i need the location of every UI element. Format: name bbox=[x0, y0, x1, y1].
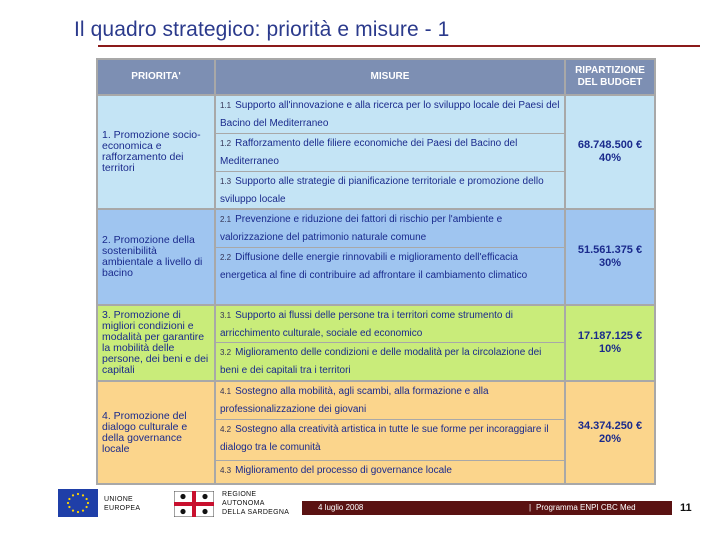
budget-4-percent: 20% bbox=[598, 432, 622, 445]
measure-1-3 bbox=[216, 172, 564, 208]
measure-text: Miglioramento delle condizioni e delle modalità per la circolazione dei beni e dei capitali tra i territori bbox=[220, 347, 542, 376]
region-label-line-1: REGIONE bbox=[222, 491, 257, 498]
measure-number: 1.2 bbox=[220, 139, 232, 148]
measure-3-1 bbox=[216, 306, 564, 342]
measure-text: Rafforzamento delle filiere economiche dei Paesi del Bacino del Mediterraneo bbox=[220, 138, 518, 167]
header-misure: MISURE bbox=[216, 60, 564, 94]
measure-number: 3.1 bbox=[220, 311, 232, 320]
header-budget: RIPARTIZIONE DEL BUDGET bbox=[566, 60, 654, 94]
measure-4-1 bbox=[216, 382, 564, 419]
footer-date: 4 luglio 2008 bbox=[318, 503, 364, 512]
measure-2-2 bbox=[216, 248, 564, 304]
measure-text: Sostegno alla mobilità, agli scambi, alla formazione e alla professionalizzazione dei giovani bbox=[220, 386, 489, 415]
eu-flag-icon bbox=[58, 489, 98, 517]
measure-2-1 bbox=[216, 210, 564, 247]
budget-3-amount: 17.187.125 € bbox=[577, 330, 643, 342]
measure-text: Miglioramento del processo di governance locale bbox=[235, 465, 452, 476]
measure-number: 4.3 bbox=[220, 466, 232, 475]
budget-1-amount: 68.748.500 € bbox=[577, 139, 643, 151]
measure-number: 1.1 bbox=[220, 101, 232, 110]
footer-separator-icon: | bbox=[529, 503, 532, 512]
eu-label-line-1: UNIONE bbox=[104, 496, 134, 503]
measure-text: Diffusione delle energie rinnovabili e miglioramento dell'efficacia energetica al fine di contribuire ad affrontare il cambiamento climatico bbox=[220, 252, 528, 281]
budget-1-percent: 40% bbox=[598, 152, 622, 164]
budget-2-percent: 30% bbox=[598, 257, 622, 269]
priority-2-label: 2. Promozione della sostenibilità ambientale a livello di bacino bbox=[102, 234, 203, 279]
measure-1-1 bbox=[216, 96, 564, 133]
budget-1-cell bbox=[566, 96, 654, 208]
measure-4-3 bbox=[216, 461, 564, 483]
measure-number: 4.1 bbox=[220, 387, 232, 396]
page-title: Il quadro strategico: priorità e misure - 1 bbox=[74, 18, 450, 41]
budget-2-amount: 51.561.375 € bbox=[577, 244, 643, 256]
measure-text: Supporto ai flussi delle persone tra i territori come strumento di arricchimento culturale, sociale ed economico bbox=[220, 310, 514, 339]
budget-4-amount: 34.374.250 € bbox=[577, 419, 643, 432]
budget-3-percent: 10% bbox=[598, 343, 622, 355]
priority-3-label: 3. Promozione di migliori condizioni e modalità per garantire la mobilità delle persone, dei beni e dei capitali bbox=[102, 309, 209, 376]
priority-4-cell bbox=[98, 382, 214, 483]
region-label-line-2: AUTONOMA bbox=[222, 500, 265, 507]
footer-programme: Programma ENPI CBC Med bbox=[536, 503, 636, 512]
page-number: 11 bbox=[680, 502, 692, 514]
region-label-line-3: DELLA SARDEGNA bbox=[222, 509, 290, 516]
priority-1-label: 1. Promozione socio-economica e rafforzamento dei territori bbox=[102, 129, 201, 174]
budget-2-cell bbox=[566, 210, 654, 304]
priority-2-cell bbox=[98, 210, 214, 304]
measure-3-2 bbox=[216, 343, 564, 380]
budget-3-cell bbox=[566, 306, 654, 380]
measure-number: 3.2 bbox=[220, 348, 232, 357]
measure-text: Sostegno alla creatività artistica in tutte le sue forme per incoraggiare il dialogo tra le comunità bbox=[220, 424, 549, 453]
measure-number: 2.1 bbox=[220, 215, 232, 224]
priority-1-cell bbox=[98, 96, 214, 208]
measure-4-2 bbox=[216, 420, 564, 460]
eu-label-line-2: EUROPEA bbox=[104, 505, 141, 512]
measure-text: Prevenzione e riduzione dei fattori di rischio per l'ambiente e valorizzazione del patrimonio naturale comune bbox=[220, 214, 503, 243]
priority-3-cell bbox=[98, 306, 214, 380]
measure-text: Supporto all'innovazione e alla ricerca per lo sviluppo locale dei Paesi del Bacino del Mediterraneo bbox=[220, 100, 560, 129]
measure-text: Supporto alle strategie di pianificazione territoriale e promozione dello sviluppo locale bbox=[220, 176, 544, 205]
priority-4-label: 4. Promozione del dialogo culturale e della governance locale bbox=[102, 409, 188, 455]
budget-4-cell bbox=[566, 382, 654, 483]
strategy-table bbox=[96, 58, 656, 485]
sardegna-flag-icon bbox=[174, 491, 214, 517]
measure-number: 2.2 bbox=[220, 253, 232, 262]
measure-number: 1.3 bbox=[220, 177, 232, 186]
measure-number: 4.2 bbox=[220, 425, 232, 434]
measure-1-2 bbox=[216, 134, 564, 171]
title-underline bbox=[98, 45, 700, 47]
header-priorita: PRIORITA' bbox=[98, 60, 214, 94]
